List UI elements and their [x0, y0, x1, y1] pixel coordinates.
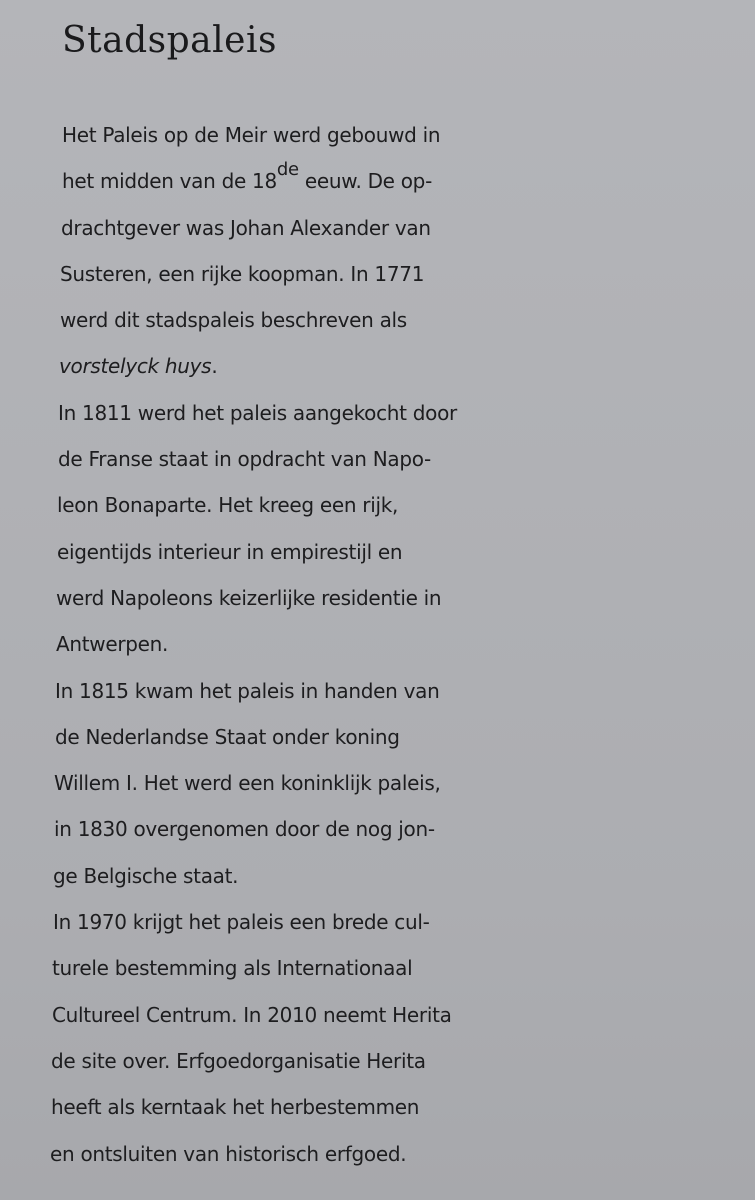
text-line: drachtgever was Johan Alexander van [61, 215, 431, 240]
line-segment: eeuw. De op- [298, 169, 432, 194]
line-segment: . [211, 354, 218, 379]
line-segment: het midden van de 18 [62, 169, 277, 194]
text-line: de site over. Erfgoedorganisatie Herita [51, 1048, 426, 1073]
text-line: leon Bonaparte. Het kreeg een rijk, [57, 493, 399, 518]
text-line: in 1830 overgenomen door de nog jon- [54, 817, 435, 842]
text-line: turele bestemming als Internationaal [52, 956, 413, 981]
text-line: In 1970 krijgt het paleis een brede cul- [53, 910, 430, 935]
text-line: Het Paleis op de Meir werd gebouwd in [62, 123, 441, 147]
text-line: In 1811 werd het paleis aangekocht door [58, 400, 457, 425]
text-line: heeft als kerntaak het herbestemmen [51, 1095, 420, 1120]
text-line: de Nederlandse Staat onder koning [55, 724, 400, 749]
text-line: Susteren, een rijke koopman. In 1771 [60, 261, 425, 286]
text-line: ge Belgische staat. [53, 863, 239, 888]
text-line: Cultureel Centrum. In 2010 neemt Herita [52, 1002, 452, 1027]
italic-phrase: vorstelyck huys [59, 354, 212, 379]
ordinal-superscript: de [276, 159, 299, 181]
panel-title: Stadspaleis [62, 20, 277, 61]
text-line: eigentijds interieur in empirestijl en [57, 539, 403, 564]
text-line: In 1815 kwam het paleis in handen van [55, 678, 440, 703]
text-line [0, 158, 755, 204]
text-line: werd dit stadspaleis beschreven als [60, 308, 407, 333]
text-line [0, 343, 755, 389]
text-line: en ontsluiten van historisch erfgoed. [50, 1141, 407, 1166]
text-line: werd Napoleons keizerlijke residentie in [56, 585, 442, 610]
text-line: Willem I. Het werd een koninklijk paleis, [54, 771, 441, 796]
body-text [0, 112, 755, 1177]
text-line: Antwerpen. [56, 632, 169, 657]
text-line: de Franse staat in opdracht van Napo- [58, 447, 431, 472]
